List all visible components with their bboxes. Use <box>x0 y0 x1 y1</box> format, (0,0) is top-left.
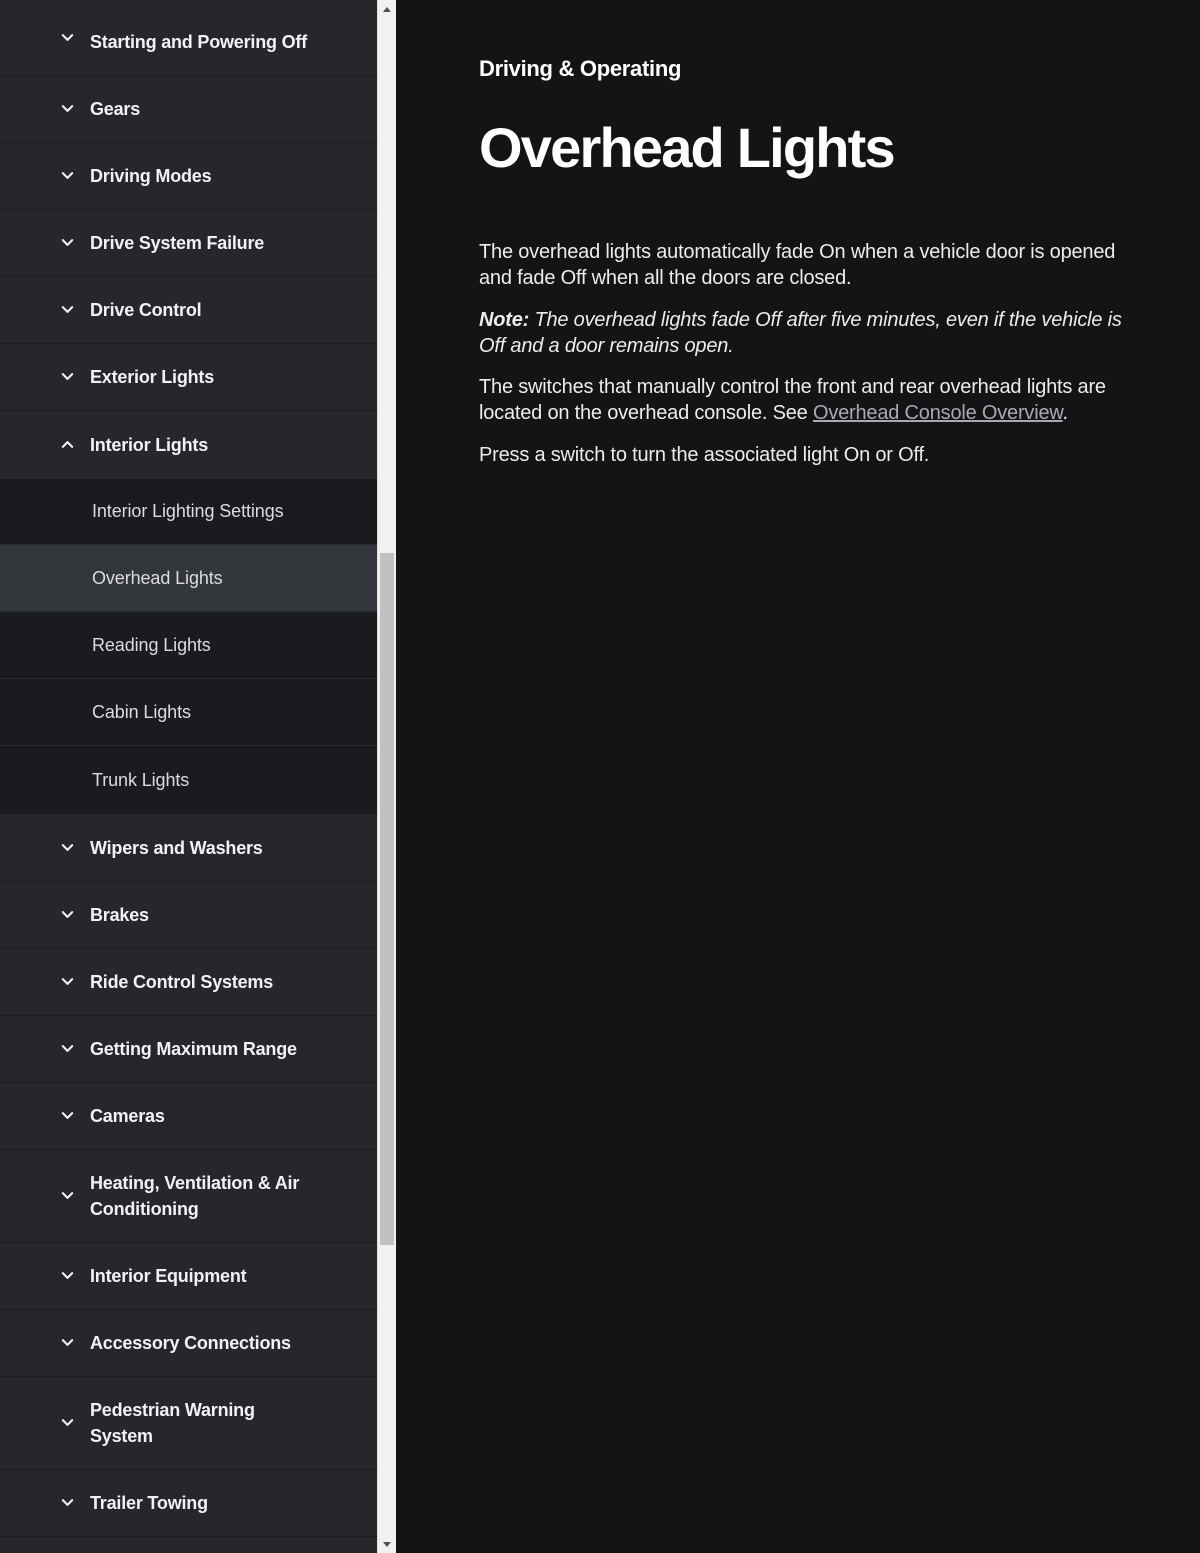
nav-item-wipers-and-washers[interactable] <box>0 815 377 882</box>
note-label: Note: <box>479 309 530 331</box>
subnav-item-label: Overhead Lights <box>92 567 223 588</box>
nav-item-label: Pedestrian Warning System <box>90 1400 255 1446</box>
article <box>479 56 1139 468</box>
nav-item-label: Drive Control <box>90 300 202 320</box>
nav-item-label: Cameras <box>90 1106 165 1126</box>
overhead-console-overview-link[interactable]: Overhead Console Overview <box>812 402 1063 424</box>
paragraph-press-switch: Press a switch to turn the associated light On or Off. <box>479 444 930 466</box>
nav-item-exterior-lights[interactable] <box>0 344 377 411</box>
nav-item-label: Brakes <box>90 905 149 925</box>
chevron-down-icon <box>60 907 75 922</box>
subnav-item-label: Trunk Lights <box>92 769 190 790</box>
chevron-down-icon <box>60 840 75 855</box>
subnav-item-overhead-lights[interactable] <box>0 545 377 612</box>
chevron-down-icon <box>60 168 75 183</box>
chevron-down-icon <box>60 1495 75 1510</box>
chevron-down-icon <box>60 30 75 45</box>
nav-item-label: Driving Modes <box>90 166 212 186</box>
subnav-item-interior-lighting-settings[interactable] <box>0 478 377 545</box>
nav-item-pedestrian-warning-system[interactable] <box>0 1377 377 1470</box>
chevron-down-icon <box>60 1188 75 1203</box>
nav-item-drive-system-failure[interactable] <box>0 210 377 277</box>
nav-item-gears[interactable] <box>0 76 377 143</box>
chevron-down-icon <box>60 302 75 317</box>
subnav-item-label: Interior Lighting Settings <box>92 501 284 521</box>
nav-item-label: Interior Equipment <box>90 1266 247 1286</box>
chevron-down-icon <box>60 1415 75 1430</box>
subnav-item-trunk-lights[interactable] <box>0 746 377 815</box>
chevron-down-icon <box>60 1108 75 1123</box>
nav-item-label: Ride Control Systems <box>90 972 274 992</box>
nav-item-ride-control-systems[interactable] <box>0 949 377 1016</box>
nav-item-label: Exterior Lights <box>90 367 215 387</box>
note-text: The overhead lights fade Off after five minutes, even if the vehicle is Off and a door remains open. <box>479 309 1122 357</box>
scroll-up-button[interactable] <box>378 0 396 18</box>
nav-item-label: Drive System Failure <box>90 233 265 253</box>
nav-item-label: Starting and Powering Off <box>90 32 308 52</box>
nav-item-label: Gears <box>90 99 141 119</box>
main-content <box>397 0 1200 1553</box>
nav-item-accessory-connections[interactable] <box>0 1310 377 1377</box>
chevron-down-icon <box>60 369 75 384</box>
chevron-down-icon <box>60 1041 75 1056</box>
subnav-item-cabin-lights[interactable] <box>0 679 377 746</box>
note-paragraph <box>479 307 1139 359</box>
nav-item-interior-lights[interactable] <box>0 411 377 478</box>
nav-item-trailer-towing[interactable] <box>0 1470 377 1537</box>
chevron-down-icon <box>60 1268 75 1283</box>
nav-item-starting-and-powering-off[interactable] <box>0 0 377 76</box>
paragraph-intro: The overhead lights automatically fade On when a vehicle door is opened and fade Off when all the doors are closed. <box>479 241 1116 289</box>
nav-item-getting-maximum-range[interactable] <box>0 1016 377 1083</box>
nav-item-drive-control[interactable] <box>0 277 377 344</box>
paragraph-switches <box>479 374 1139 426</box>
nav-item-driving-modes[interactable] <box>0 143 377 210</box>
chevron-down-icon <box>60 235 75 250</box>
paragraph-text: . <box>1062 402 1068 424</box>
nav-item-label: Wipers and Washers <box>90 838 263 858</box>
nav-item-heating-ventilation-ac[interactable] <box>0 1150 377 1243</box>
chevron-down-icon <box>60 974 75 989</box>
nav-item-interior-equipment[interactable] <box>0 1243 377 1310</box>
arrow-down-icon <box>383 1542 391 1547</box>
scrollbar-thumb[interactable] <box>380 553 394 1245</box>
paragraph-text: The switches that manually control the front and rear overhead lights are located on the overhead console. See <box>479 376 1106 424</box>
nav-item-label: Interior Lights <box>90 434 208 455</box>
nav-item-label: Trailer Towing <box>90 1493 208 1513</box>
scroll-down-button[interactable] <box>378 1535 396 1553</box>
subnav-item-label: Reading Lights <box>92 634 211 655</box>
page-title: Overhead Lights <box>479 116 894 179</box>
chevron-up-icon <box>60 437 75 452</box>
nav-item-label: Getting Maximum Range <box>90 1039 297 1059</box>
nav-item-label: Heating, Ventilation & Air Conditioning <box>90 1173 300 1219</box>
sidebar-scrollbar[interactable] <box>377 0 396 1553</box>
nav-item-brakes[interactable] <box>0 882 377 949</box>
arrow-up-icon <box>383 7 391 12</box>
nav-list <box>0 0 377 1537</box>
chevron-down-icon <box>60 1335 75 1350</box>
nav-item-cameras[interactable] <box>0 1083 377 1150</box>
section-breadcrumb: Driving & Operating <box>479 56 682 81</box>
subnav-item-reading-lights[interactable] <box>0 612 377 679</box>
subnav-item-label: Cabin Lights <box>92 701 191 722</box>
sidebar-nav <box>0 0 377 1553</box>
nav-item-label: Accessory Connections <box>90 1333 291 1353</box>
chevron-down-icon <box>60 101 75 116</box>
